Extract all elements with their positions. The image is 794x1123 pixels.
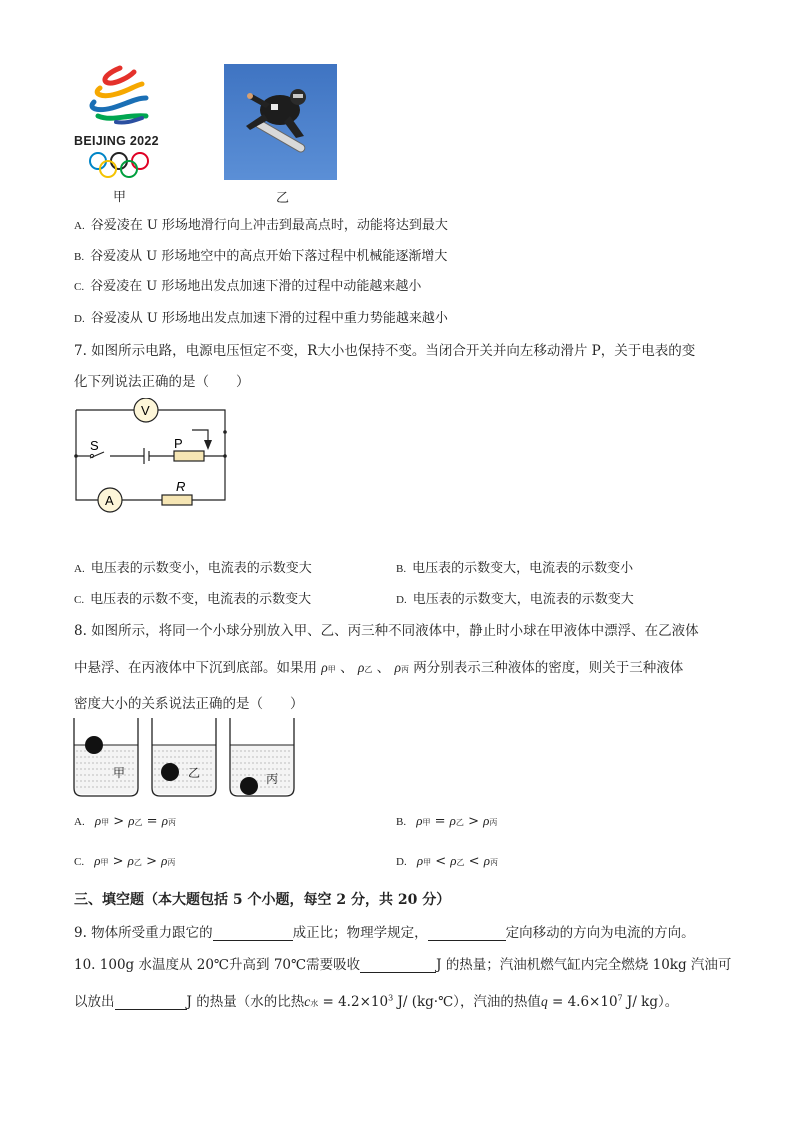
resistor-label: R <box>176 479 186 494</box>
beaker-yi-label: 乙 <box>188 766 201 780</box>
q6-option-a: A. 谷爱凌在 U 形场地滑行向上冲击到最高点时，动能将达到最大 <box>74 218 448 233</box>
q7-stem-line1: 7. 如图所示电路，电源电压恒定不变，R大小也保持不变。当闭合开关并向左移动滑片 P，关于电表的变 <box>74 343 696 359</box>
q9-stem: 9. 物体所受重力跟它的 成正比；物理学规定， 定向移动的方向为电流的方向。 <box>74 925 695 941</box>
q8-option-b: B. ρ甲 = ρ乙 > ρ丙 <box>396 813 498 829</box>
q10-stem-line2: 以放出 J 的热量（水的比热c水 = $4.2\times 10^3$ J/ (kg·℃），汽油的热值$q = 4.6\times 10^7$ J/ kg）。 <box>74 993 679 1010</box>
q8-stem-line3: 密度大小的关系说法正确的是（ ） <box>74 696 304 712</box>
q8-option-c: C. ρ甲 > ρ乙 > ρ丙 <box>74 853 176 869</box>
q7-option-a: A. 电压表的示数变小，电流表的示数变大 <box>74 561 312 576</box>
q8-stem-line1: 8. 如图所示，将同一个小球分别放入甲、乙、丙三种不同液体中，静止时小球在甲液体中漂浮、在乙液体 <box>74 623 699 639</box>
q8-option-a: A. ρ甲 > ρ乙 = ρ丙 <box>74 813 176 829</box>
snowboarder-photo <box>224 64 337 180</box>
q6-option-c: C. 谷爱凌在 U 形场地出发点加速下滑的过程中动能越来越小 <box>74 279 422 294</box>
q10-blank-1[interactable] <box>360 958 436 973</box>
olympic-rings <box>88 150 152 184</box>
q8-option-d: D. ρ甲 < ρ乙 < ρ丙 <box>396 853 498 869</box>
q7-option-c: C. 电压表的示数不变，电流表的示数变大 <box>74 592 312 607</box>
beaker-bing-label: 丙 <box>266 772 279 786</box>
beaker-jia <box>72 716 140 804</box>
emblem-text: BEIJING 2022 <box>74 134 159 148</box>
beaker-jia-label: 甲 <box>113 766 126 780</box>
q8-stem-line2: 中悬浮、在丙液体中下沉到底部。如果用 ρ甲 、 ρ乙 、 ρ丙 两分别表示三种液体的密度，则关于三种液体 <box>74 660 684 676</box>
q7-option-b: B. 电压表的示数变大，电流表的示数变小 <box>396 561 634 576</box>
q9-blank-1[interactable] <box>213 926 293 941</box>
figure-label-jia: 甲 <box>113 190 127 205</box>
switch-label: S <box>90 438 99 453</box>
q6-option-d: D. 谷爱凌从 U 形场地出发点加速下滑的过程中重力势能越来越小 <box>74 311 448 326</box>
figure-label-yi: 乙 <box>276 191 290 206</box>
slider-label: P <box>174 436 183 451</box>
beaker-bing <box>228 716 296 804</box>
fixed-resistor <box>162 495 192 505</box>
q7-circuit-diagram <box>70 398 235 520</box>
q10-blank-2[interactable] <box>115 995 187 1010</box>
q7-option-d: D. 电压表的示数变大，电流表的示数变大 <box>396 592 634 607</box>
q6-option-b: B. 谷爱凌从 U 形场地空中的高点开始下落过程中机械能逐渐增大 <box>74 249 448 264</box>
q10-stem-line1: 10. 100g 水温度从 20℃升高到 70℃需要吸收 J 的热量；汽油机燃气缸内完全燃烧 10kg 汽油可 <box>74 957 732 973</box>
q9-blank-2[interactable] <box>428 926 506 941</box>
ammeter-label: A <box>105 493 114 508</box>
section-heading-fill-in: 三、填空题（本大题包括 5 个小题，每空 2 分，共 20 分） <box>74 892 451 908</box>
voltmeter-label: V <box>141 403 150 418</box>
beaker-yi <box>150 716 218 804</box>
q7-stem-line2: 化下列说法正确的是（ ） <box>74 374 250 390</box>
slider-resistor <box>174 451 204 461</box>
